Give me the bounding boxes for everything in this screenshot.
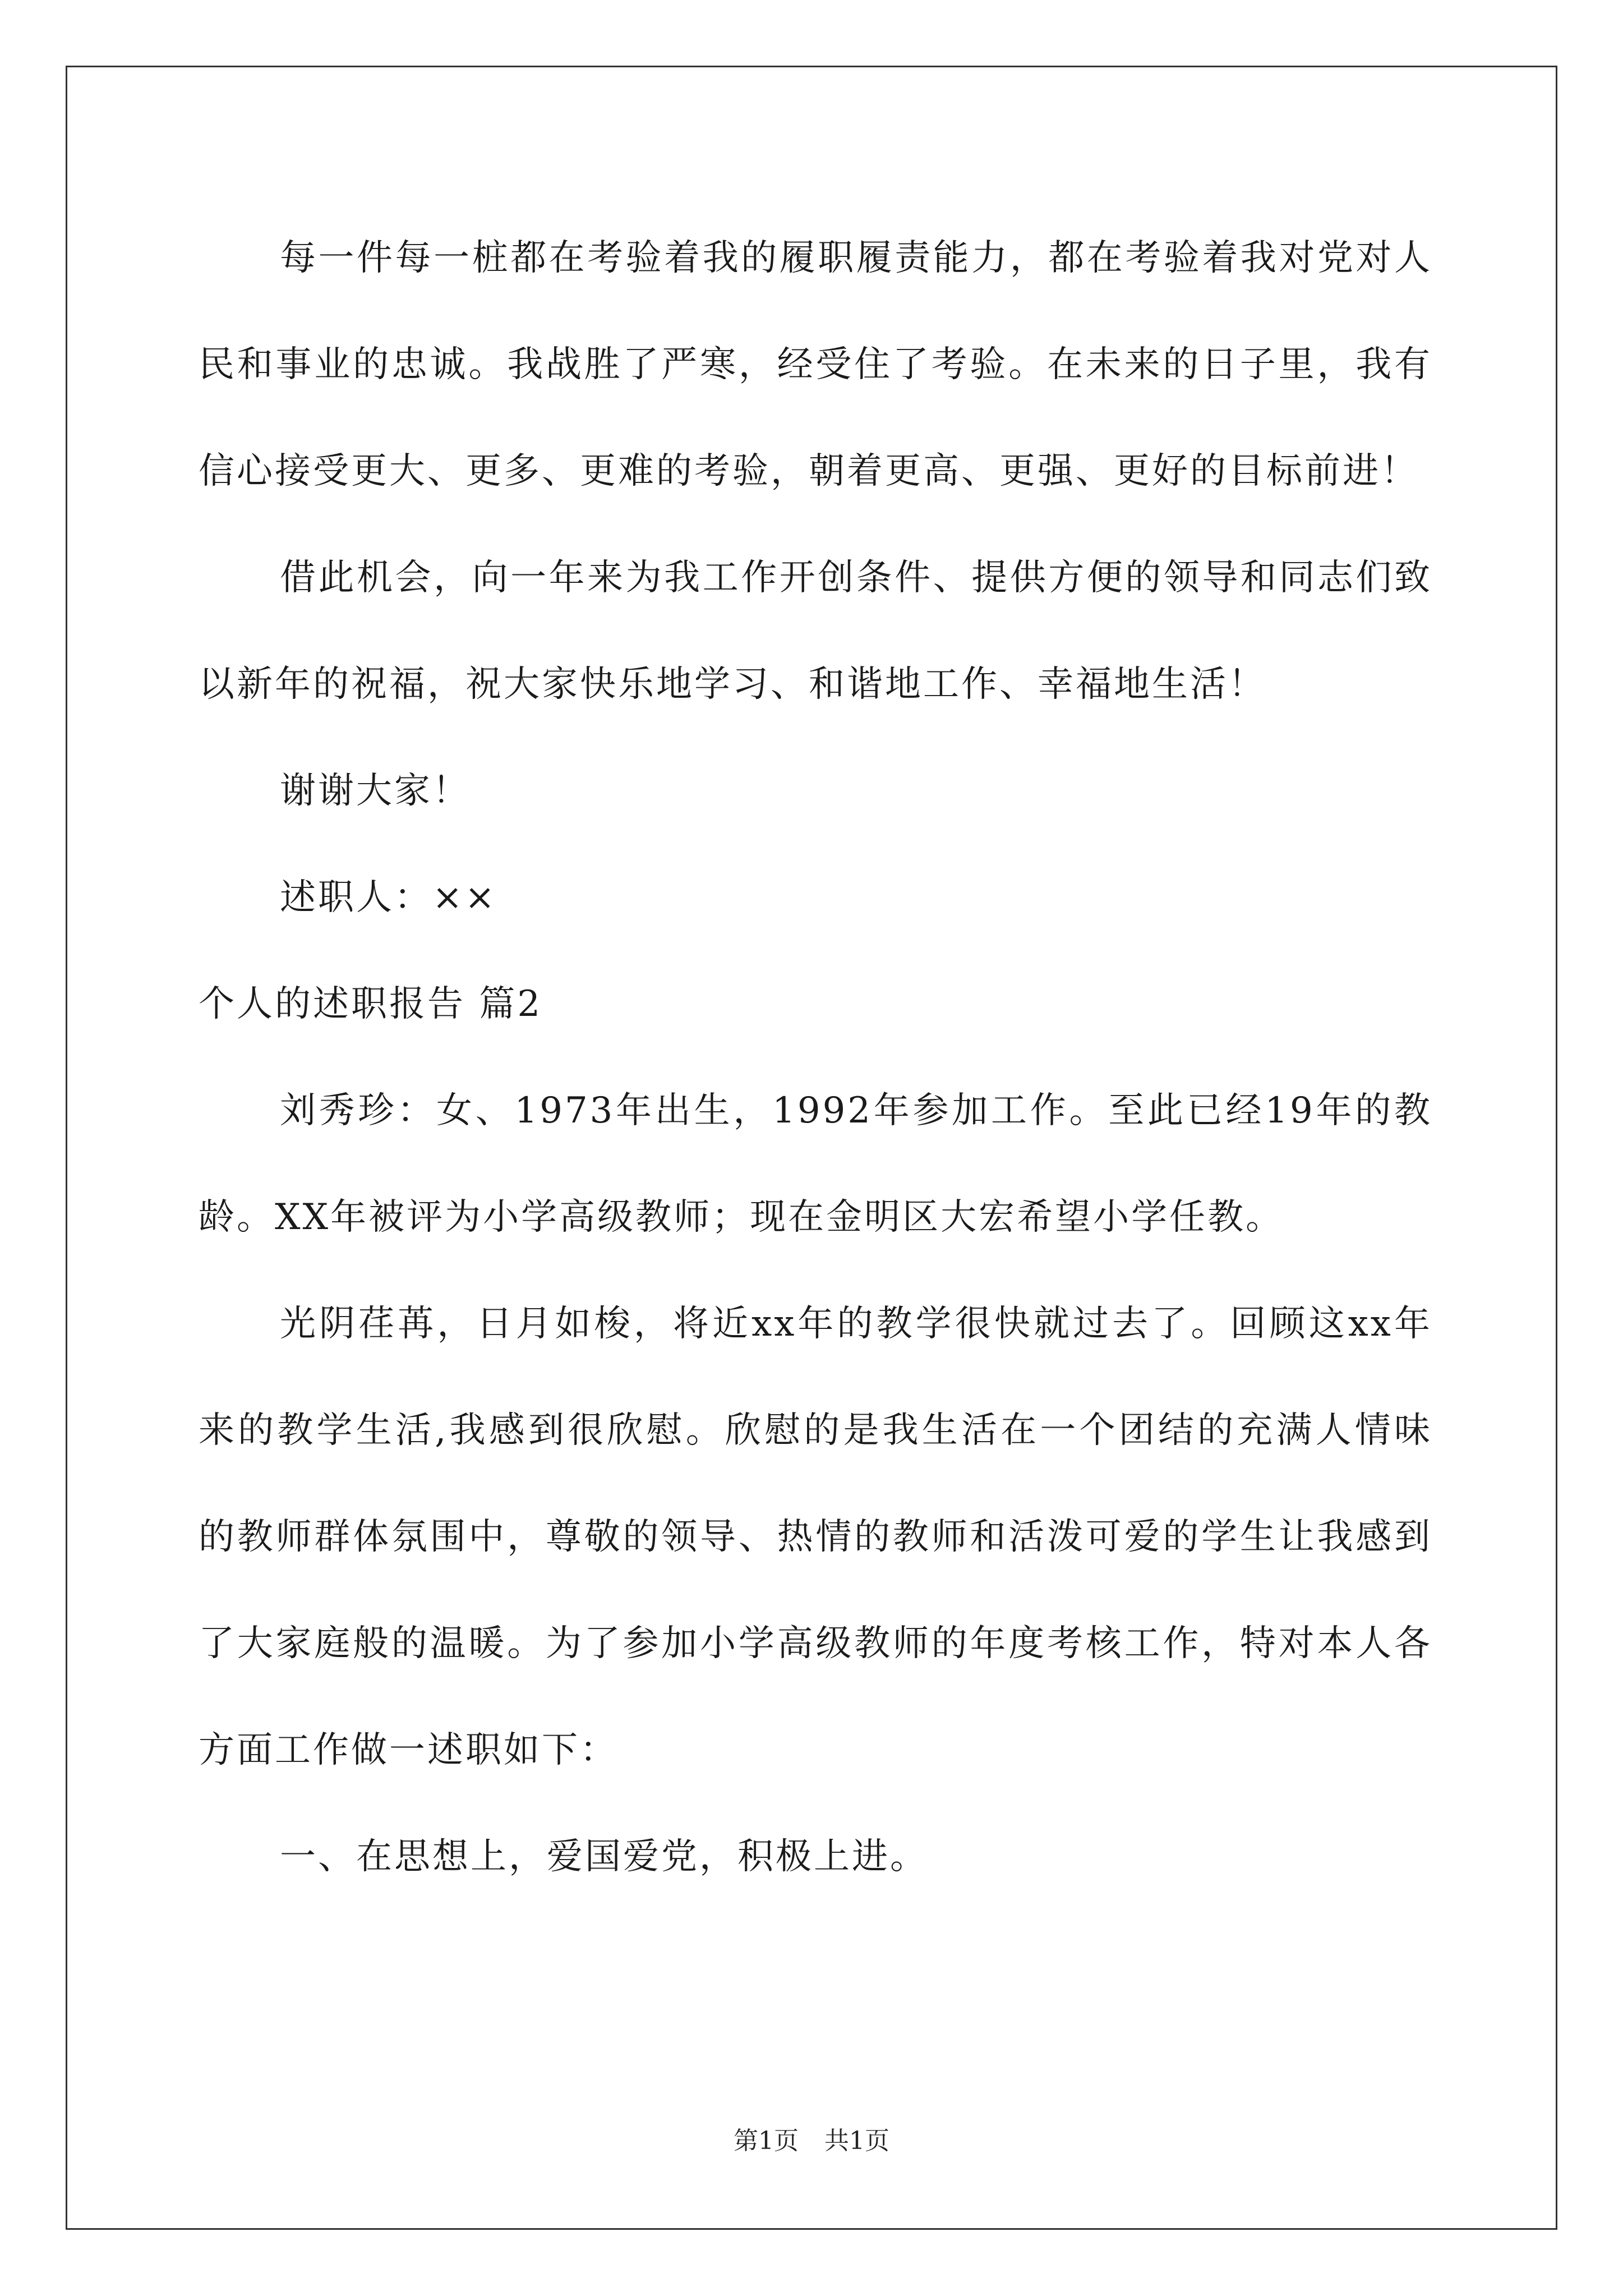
section-heading: 个人的述职报告 篇2 xyxy=(199,983,543,1025)
page-footer xyxy=(0,2124,1623,2158)
page-number: 第1页 xyxy=(734,2127,799,2155)
paragraph-thanks: 谢谢大家！ xyxy=(280,770,471,812)
paragraph-profile: 刘秀珍：女、1973年出生，1992年参加工作。至此已经19年的教龄。XX年被评为小学高级教师；现在金明区大宏希望小学任教。 xyxy=(199,1090,1432,1238)
paragraph-1: 每一件每一桩都在考验着我的履职履责能力，都在考验着我对党对人民和事业的忠诚。我战胜了严寒，经受住了考验。在未来的日子里，我有信心接受更大、更多、更难的考验，朝着更高、更强、更好的目标前进！ xyxy=(199,237,1432,492)
document-body xyxy=(199,205,1432,1910)
paragraph-2: 借此机会，向一年来为我工作开创条件、提供方便的领导和同志们致以新年的祝福，祝大家快乐地学习、和谐地工作、幸福地生活！ xyxy=(199,557,1432,705)
paragraph-signature: 述职人：×× xyxy=(280,877,497,918)
page-total: 共1页 xyxy=(824,2127,889,2155)
paragraph-point-1: 一、在思想上，爱国爱党，积极上进。 xyxy=(280,1836,928,1878)
paragraph-review: 光阴荏苒，日月如梭，将近xx年的教学很快就过去了。回顾这xx年来的教学生活,我感到很欣慰。欣慰的是我生活在一个团结的充满人情味的教师群体氛围中，尊敬的领导、热情的教师和活泼可爱的学生让我感到了大家庭般的温暖。为了参加小学高级教师的年度考核工作，特对本人各方面工作做一述职如下： xyxy=(199,1303,1432,1771)
